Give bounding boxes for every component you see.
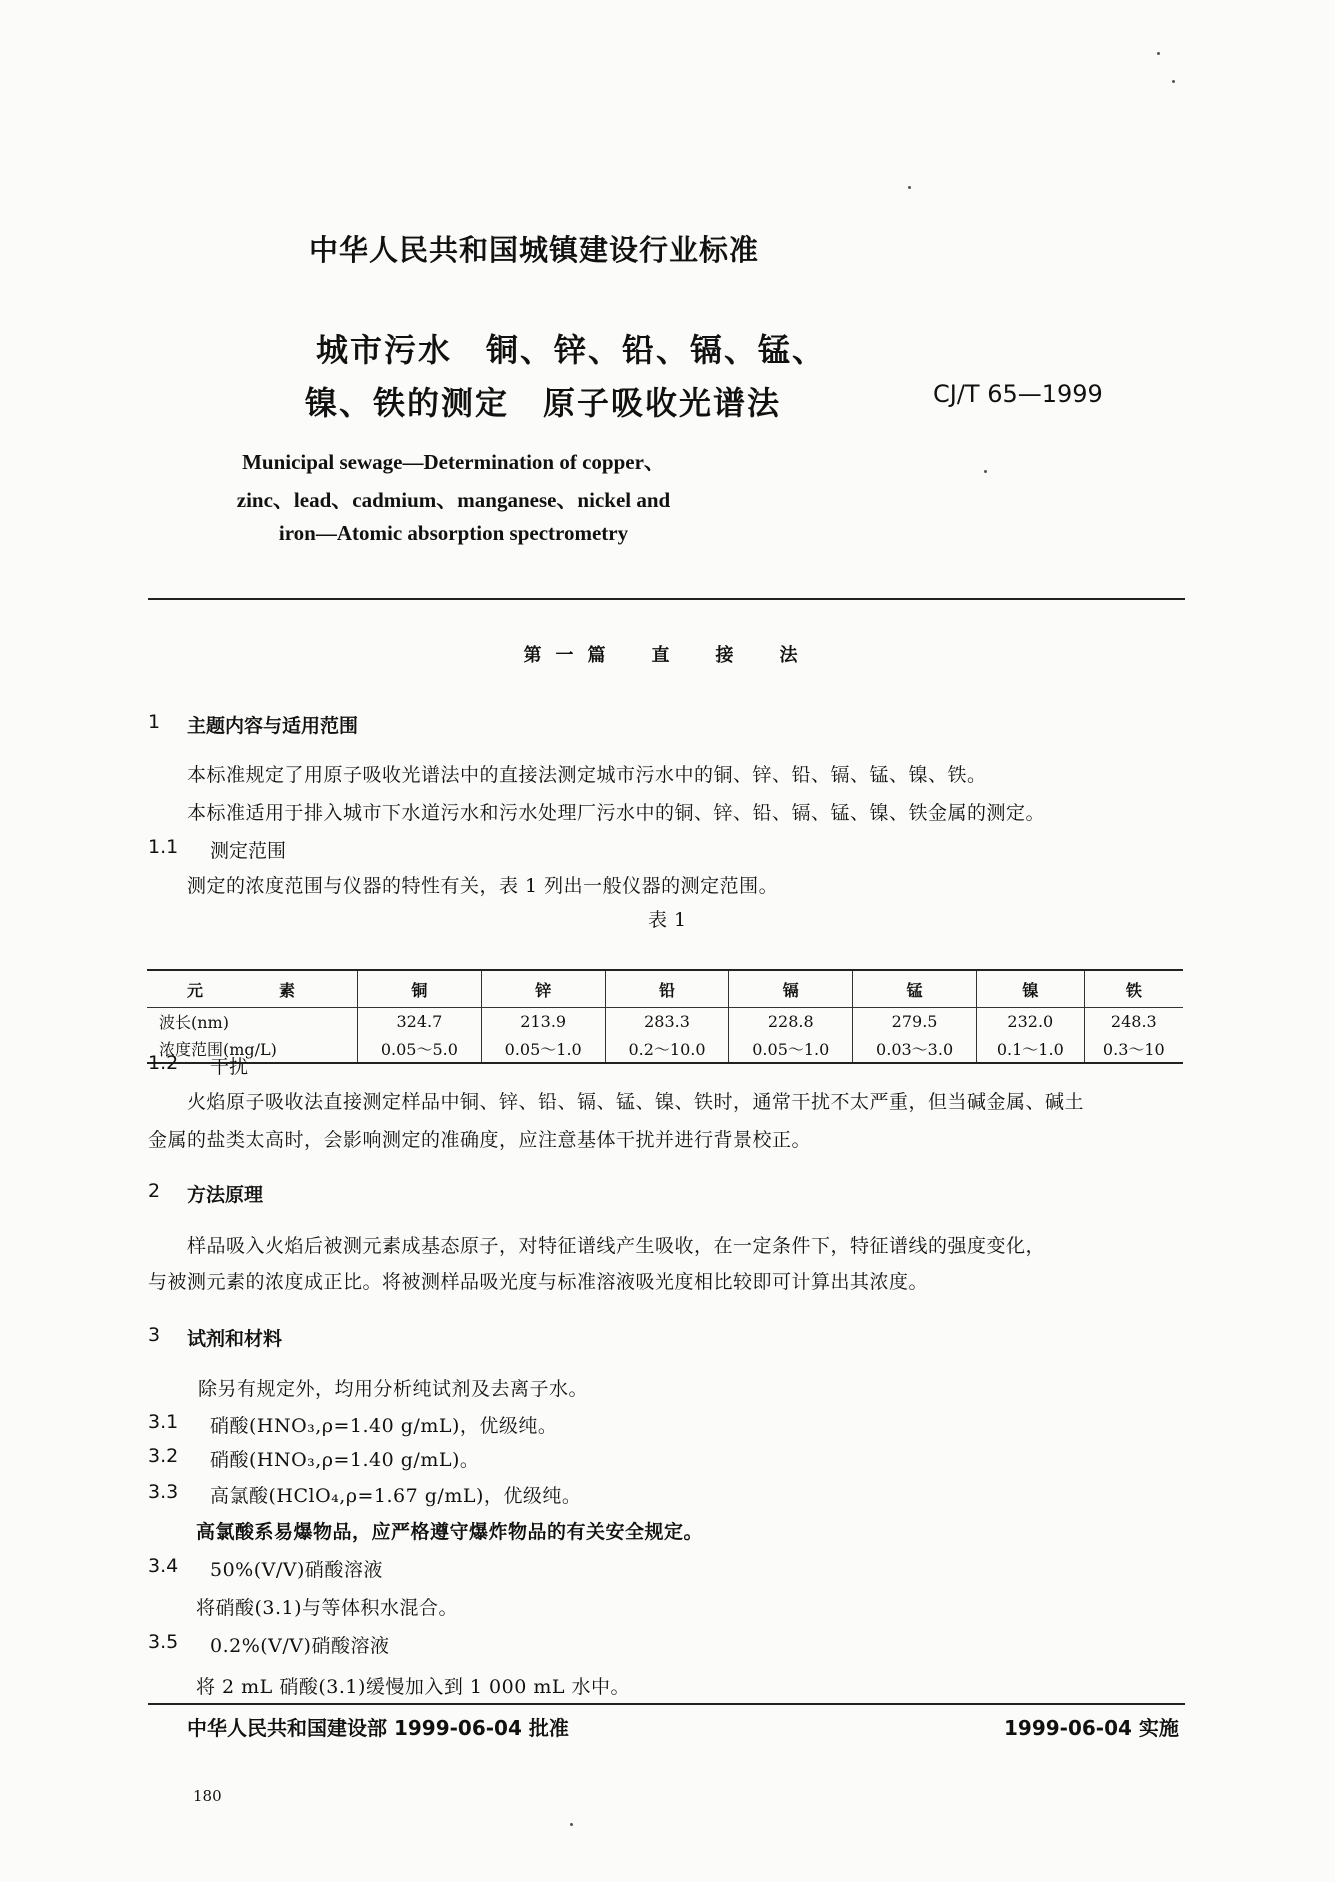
table-header-cell: 镍: [976, 970, 1084, 1008]
paragraph: 测定的浓度范围与仪器的特性有关，表 1 列出一般仪器的测定范围。: [187, 875, 779, 897]
standard-authority: 中华人民共和国城镇建设行业标准: [309, 233, 760, 267]
section-number: 1.1: [148, 836, 179, 858]
approval-date: 中华人民共和国建设部 1999-06-04 批准: [187, 1716, 569, 1740]
table-cell: 0.05～1.0: [729, 1035, 853, 1063]
measurement-range-table: [147, 969, 1183, 1064]
page-number: 180: [193, 1787, 222, 1805]
paragraph: 本标准规定了用原子吸收光谱法中的直接法测定城市污水中的铜、锌、铅、镉、锰、镍、铁。: [187, 764, 987, 786]
footer-divider: [148, 1703, 1185, 1705]
table-cell: 0.1～1.0: [976, 1035, 1084, 1063]
table-header-cell: 铜: [358, 970, 482, 1008]
safety-warning: 高氯酸系易爆物品，应严格遵守爆炸物品的有关安全规定。: [196, 1521, 704, 1543]
section-title: 方法原理: [187, 1184, 264, 1206]
section-number: 1.2: [148, 1052, 179, 1074]
scan-speck: [570, 1823, 573, 1826]
table-cell: 232.0: [976, 1008, 1084, 1036]
item-number: 3.2: [148, 1445, 179, 1467]
section-title: 主题内容与适用范围: [187, 715, 359, 737]
table-cell: 0.05～5.0: [358, 1035, 482, 1063]
table-cell: 0.03～3.0: [853, 1035, 977, 1063]
item-text: 高氯酸(HClO₄,ρ=1.67 g/mL)，优级纯。: [210, 1485, 582, 1507]
table-cell: 279.5: [853, 1008, 977, 1036]
item-number: 3.3: [148, 1481, 179, 1503]
item-text: 将 2 mL 硝酸(3.1)缓慢加入到 1 000 mL 水中。: [196, 1676, 631, 1698]
table-header-cell: 元 素: [147, 970, 358, 1008]
table-cell: 波长(nm): [159, 1013, 229, 1032]
table-cell: 0.3～10: [1084, 1035, 1183, 1063]
table-cell: 213.9: [481, 1008, 605, 1036]
table-header-cell: 镉: [729, 970, 853, 1008]
scan-speck: [908, 186, 911, 189]
effective-date: 1999-06-04 实施: [1004, 1716, 1179, 1740]
section-title: 测定范围: [210, 840, 287, 862]
table-header-cell: 铅: [605, 970, 729, 1008]
table-cell: 浓度范围(mg/L): [159, 1040, 277, 1059]
item-number: 3.1: [148, 1411, 179, 1433]
item-number: 3.4: [148, 1555, 179, 1577]
english-title-line-1: Municipal sewage—Determination of copper、: [242, 450, 665, 474]
section-number: 3: [148, 1324, 161, 1346]
standard-code: CJ/T 65—1999: [933, 380, 1103, 408]
table-row: [147, 1008, 1183, 1036]
english-title-line-2: zinc、lead、cadmium、manganese、nickel and: [236, 488, 671, 512]
scan-speck: [984, 470, 987, 473]
table-cell: 0.2～10.0: [605, 1035, 729, 1063]
paragraph: 与被测元素的浓度成正比。将被测样品吸光度与标准溶液吸光度相比较即可计算出其浓度。: [148, 1271, 929, 1293]
section-title: 干扰: [210, 1056, 249, 1078]
item-number: 3.5: [148, 1631, 179, 1653]
item-title: 50%(V/V)硝酸溶液: [210, 1559, 383, 1581]
paragraph: 金属的盐类太高时，会影响测定的准确度，应注意基体干扰并进行背景校正。: [148, 1129, 812, 1151]
title-line-2: 镍、铁的测定 原子吸收光谱法: [305, 384, 782, 422]
table-caption: 表 1: [648, 909, 687, 931]
table-header-cell: 铁: [1084, 970, 1183, 1008]
table-row: [147, 1035, 1183, 1063]
scan-speck: [1157, 52, 1160, 55]
table-cell: 228.8: [729, 1008, 853, 1036]
table-cell: 283.3: [605, 1008, 729, 1036]
item-text: 硝酸(HNO₃,ρ=1.40 g/mL)。: [210, 1449, 480, 1471]
table-header-row: [147, 970, 1183, 1008]
item-title: 0.2%(V/V)硝酸溶液: [210, 1635, 390, 1657]
table-header-cell: 锰: [853, 970, 977, 1008]
table-cell: 324.7: [358, 1008, 482, 1036]
paragraph: 样品吸入火焰后被测元素成基态原子，对特征谱线产生吸收，在一定条件下，特征谱线的强度变化，: [187, 1235, 1046, 1257]
english-title-line-3: iron—Atomic absorption spectrometry: [278, 521, 629, 545]
item-text: 将硝酸(3.1)与等体积水混合。: [196, 1597, 459, 1619]
part-heading: 第一篇 直 接 法: [523, 645, 812, 666]
table-cell: 0.05～1.0: [481, 1035, 605, 1063]
paragraph: 火焰原子吸收法直接测定样品中铜、锌、铅、镉、锰、镍、铁时，通常干扰不太严重，但当碱金属、碱土: [187, 1091, 1085, 1113]
scan-speck: [1172, 80, 1175, 83]
table-header-cell: 锌: [481, 970, 605, 1008]
section-title: 试剂和材料: [187, 1328, 283, 1350]
item-text: 硝酸(HNO₃,ρ=1.40 g/mL)，优级纯。: [210, 1415, 558, 1437]
table-cell: 248.3: [1084, 1008, 1183, 1036]
paragraph: 除另有规定外，均用分析纯试剂及去离子水。: [198, 1378, 589, 1400]
section-number: 1: [148, 711, 161, 733]
paragraph: 本标准适用于排入城市下水道污水和污水处理厂污水中的铜、锌、铅、镉、锰、镍、铁金属的测定。: [187, 802, 1046, 824]
title-line-1: 城市污水 铜、锌、铅、镉、锰、: [316, 331, 827, 369]
header-divider: [148, 598, 1185, 600]
section-number: 2: [148, 1180, 161, 1202]
